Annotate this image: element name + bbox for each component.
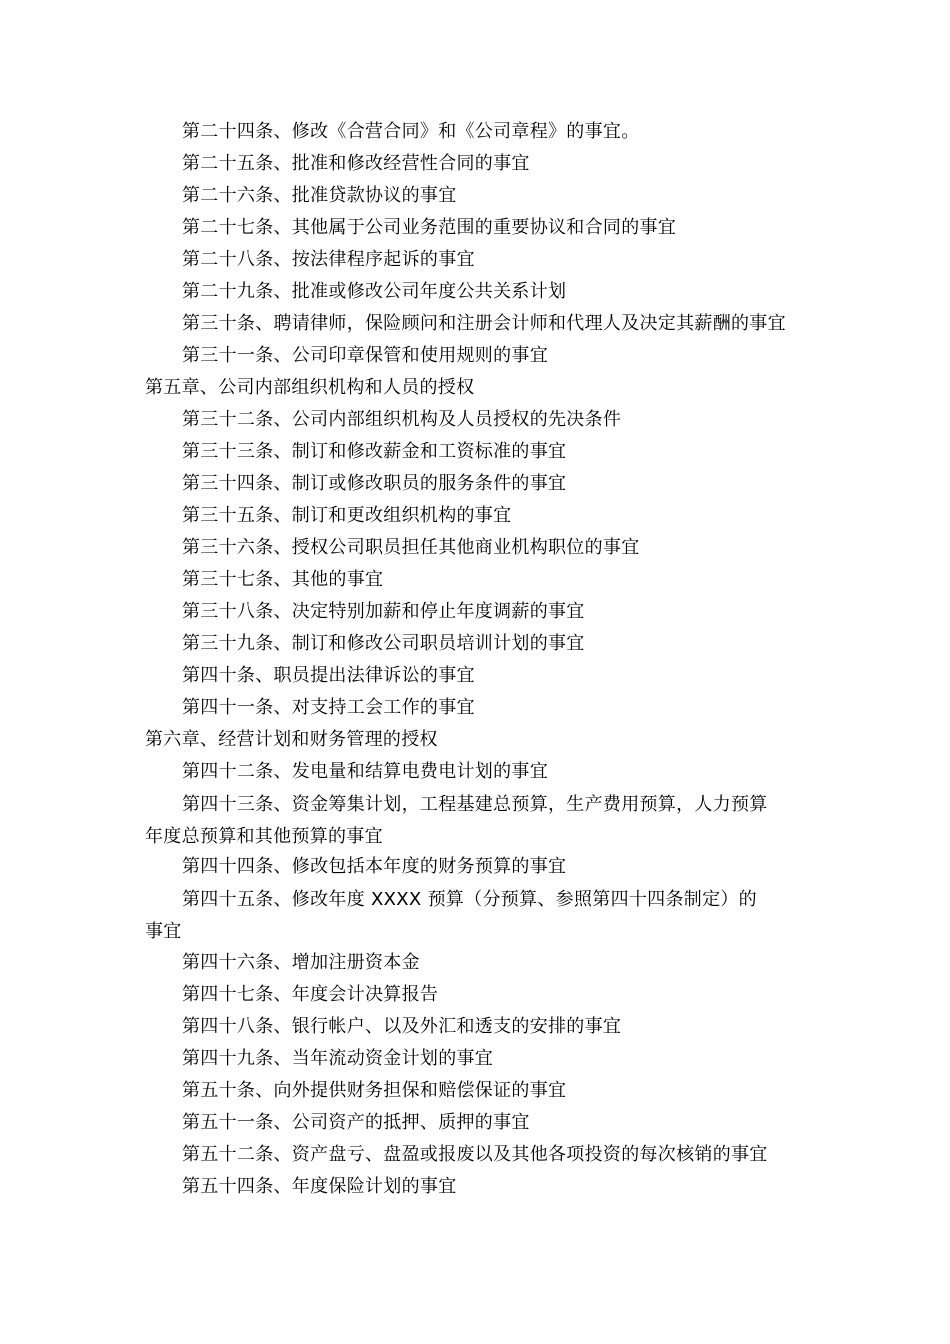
chapter-6-heading: 第六章、经营计划和财务管理的授权: [145, 729, 438, 750]
article-26: 第二十六条、批准贷款协议的事宜: [182, 185, 457, 206]
article-28: 第二十八条、按法律程序起诉的事宜: [182, 249, 475, 270]
article-48: 第四十八条、银行帐户、以及外汇和透支的安排的事宜: [182, 1016, 622, 1037]
article-42: 第四十二条、发电量和结算电费电计划的事宜: [182, 761, 548, 782]
article-45: 第四十五条、修改年度 XXXX 预算（分预算、参照第四十四条制定）的事宜: [145, 889, 757, 942]
article-47: 第四十七条、年度会计决算报告: [182, 984, 439, 1005]
article-43: 第四十三条、资金筹集计划，工程基建总预算，生产费用预算，人力预算年度总预算和其他预算的事宜: [145, 794, 768, 847]
article-30: 第三十条、聘请律师，保险顾问和注册会计师和代理人及决定其薪酬的事宜: [182, 313, 786, 334]
article-39: 第三十九条、制订和修改公司职员培训计划的事宜: [182, 633, 585, 654]
article-44: 第四十四条、修改包括本年度的财务预算的事宜: [182, 856, 567, 877]
article-41: 第四十一条、对支持工会工作的事宜: [182, 697, 475, 718]
article-27: 第二十七条、其他属于公司业务范围的重要协议和合同的事宜: [182, 217, 677, 238]
article-46: 第四十六条、增加注册资本金: [182, 952, 420, 973]
article-37: 第三十七条、其他的事宜: [182, 569, 384, 590]
article-32: 第三十二条、公司内部组织机构及人员授权的先决条件: [182, 409, 622, 430]
article-24: 第二十四条、修改《合营合同》和《公司章程》的事宜。: [182, 121, 640, 142]
article-34: 第三十四条、制订或修改职员的服务条件的事宜: [182, 473, 567, 494]
article-49: 第四十九条、当年流动资金计划的事宜: [182, 1048, 494, 1069]
article-25: 第二十五条、批准和修改经营性合同的事宜: [182, 153, 530, 174]
article-50: 第五十条、向外提供财务担保和赔偿保证的事宜: [182, 1080, 567, 1101]
article-36: 第三十六条、授权公司职员担任其他商业机构职位的事宜: [182, 537, 640, 558]
article-33: 第三十三条、制订和修改薪金和工资标准的事宜: [182, 441, 567, 462]
article-40: 第四十条、职员提出法律诉讼的事宜: [182, 665, 475, 686]
chapter-5-heading: 第五章、公司内部组织机构和人员的授权: [145, 377, 475, 398]
article-51: 第五十一条、公司资产的抵押、质押的事宜: [182, 1112, 530, 1133]
article-38: 第三十八条、决定特别加薪和停止年度调薪的事宜: [182, 601, 585, 622]
article-31: 第三十一条、公司印章保管和使用规则的事宜: [182, 345, 548, 366]
article-54: 第五十四条、年度保险计划的事宜: [182, 1176, 457, 1197]
article-35: 第三十五条、制订和更改组织机构的事宜: [182, 505, 512, 526]
article-52: 第五十二条、资产盘亏、盘盈或报废以及其他各项投资的每次核销的事宜: [182, 1144, 768, 1165]
article-29: 第二十九条、批准或修改公司年度公共关系计划: [182, 281, 567, 302]
